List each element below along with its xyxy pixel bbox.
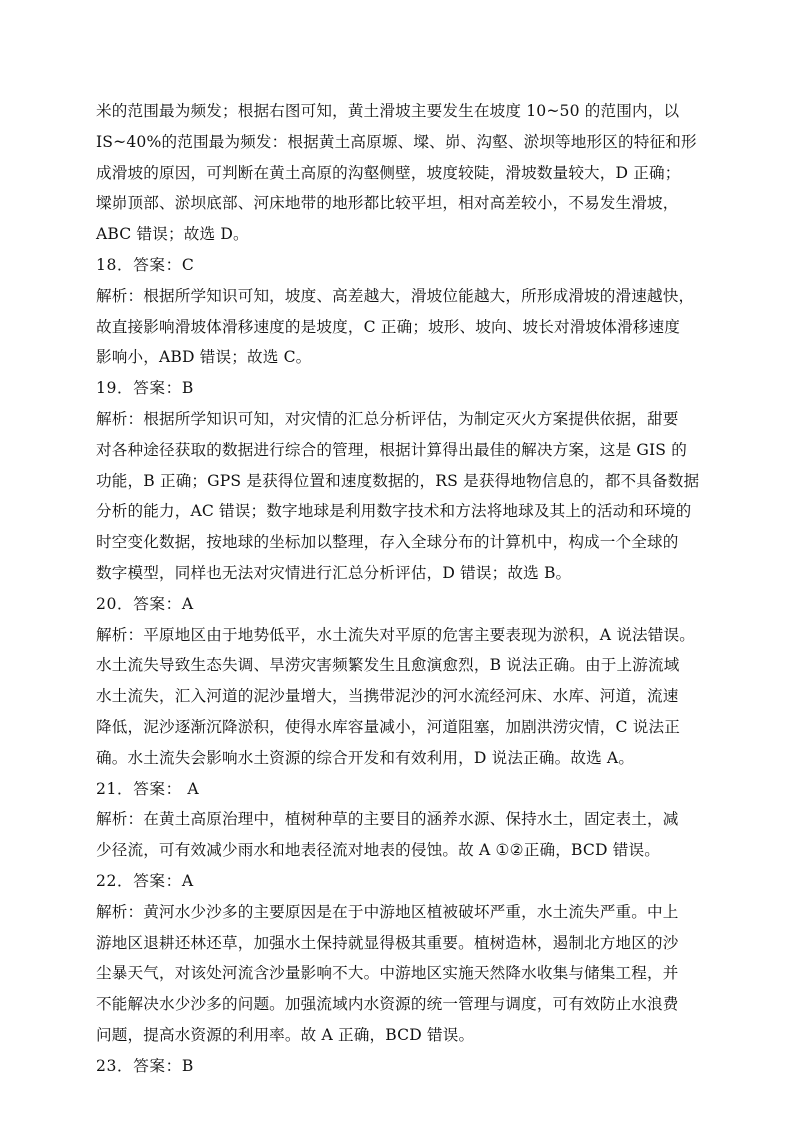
answer-heading: 23．答案：B [96, 1056, 194, 1075]
question-22-block [96, 866, 716, 1051]
answer-heading: 18．答案：C [96, 255, 195, 274]
answer-heading: 20．答案：A [96, 594, 194, 613]
explanation-line: 尘暴天气，对该处河流含沙量影响不大。中游地区实施天然降水收集与储集工程，并 [96, 964, 679, 983]
answer-heading: 19．答案：B [96, 379, 194, 398]
explanation-line: 解析：平原地区由于地势低平，水土流失对平原的危害主要表现为淤积，A 说法错误。 [96, 625, 696, 644]
explanation-line: 确。水土流失会影响水土资源的综合开发和有效利用，D 说法正确。故选 A。 [96, 748, 635, 767]
question-21-block [96, 774, 716, 866]
explanation-line: 数字模型，同样也无法对灾情进行汇总分析评估，D 错误；故选 B。 [96, 563, 572, 582]
explanation-line: 影响小，ABD 错误；故选 C。 [96, 348, 312, 367]
explanation-line: 问题，提高水资源的利用率。故 A 正确，BCD 错误。 [96, 1025, 475, 1044]
answer-explanations [96, 96, 716, 1082]
explanation-line: 对各种途径获取的数据进行综合的管理，根据计算得出最佳的解决方案，这是 GIS 的 [96, 440, 687, 459]
explanation-line: 故直接影响滑坡体滑移速度的是坡度，C 正确；坡形、坡向、坡长对滑坡体滑移速度 [96, 317, 680, 336]
explanation-line: 水土流失导致生态失调、旱涝灾害频繁发生且愈演愈烈，B 说法正确。由于上游流域 [96, 656, 680, 675]
explanation-line: 解析：黄河水少沙多的主要原因是在于中游地区植被破坏严重，水土流失严重。中上 [96, 902, 679, 921]
question-18-block [96, 250, 716, 373]
explanation-line: 解析：根据所学知识可知，坡度、高差越大，滑坡位能越大，所形成滑坡的滑速越快， [96, 286, 695, 305]
explanation-line: 降低，泥沙逐渐沉降淤积，使得水库容量减小，河道阻塞，加剧洪涝灾情，C 说法正 [96, 717, 680, 736]
explanation-line: 米的范围最为频发；根据右图可知，黄土滑坡主要发生在坡度 10~50 的范围内，以 [96, 102, 680, 120]
explanation-line: 解析：在黄土高原治理中，植树种草的主要目的涵养水源、保持水土，固定表土，减 [96, 810, 679, 829]
explanation-line: 不能解决水少沙多的问题。加强流域内水资源的统一管理与调度，可有效防止水浪费 [96, 995, 679, 1014]
question-19-block [96, 373, 716, 589]
explanation-line: IS~40%的范围最为频发：根据黄土高原塬、墚、峁、沟壑、淤坝等地形区的特征和形 [96, 132, 697, 151]
question-20-block [96, 589, 716, 774]
explanation-line: 水土流失，汇入河道的泥沙量增大，当携带泥沙的河水流经河床、水库、河道，流速 [96, 687, 679, 706]
explanation-line: 少径流，可有效减少雨水和地表径流对地表的侵蚀。故 A ①②正确，BCD 错误。 [96, 841, 660, 860]
explanation-line: 分析的能力，AC 错误；数字地球是利用数字技术和方法将地球及其上的活动和环境的 [96, 502, 692, 521]
question-23-block [96, 1051, 716, 1082]
explanation-line: 功能，B 正确；GPS 是获得位置和速度数据的，RS 是获得地物信息的，都不具备数据 [96, 471, 700, 490]
continued-explanation-block [96, 96, 716, 250]
explanation-line: 解析：根据所学知识可知，对灾情的汇总分析评估，为制定灭火方案提供依据，甜要 [96, 409, 679, 428]
explanation-line: 墚峁顶部、淤坝底部、河床地带的地形都比较平坦，相对高差较小，不易发生滑坡， [96, 194, 679, 213]
explanation-line: 时空变化数据，按地球的坐标加以整理，存入全球分布的计算机中，构成一个全球的 [96, 533, 679, 552]
answer-heading: 21．答案： A [96, 779, 200, 798]
explanation-line: ABC 错误；故选 D。 [96, 225, 249, 244]
explanation-line: 成滑坡的原因，可判断在黄土高原的沟壑侧壁，坡度较陡，滑坡数量较大，D 正确； [96, 163, 681, 182]
answer-heading: 22．答案：A [96, 871, 194, 890]
explanation-line: 游地区退耕还林还草，加强水土保持就显得极其重要。植树造林，遏制北方地区的沙 [96, 933, 679, 952]
